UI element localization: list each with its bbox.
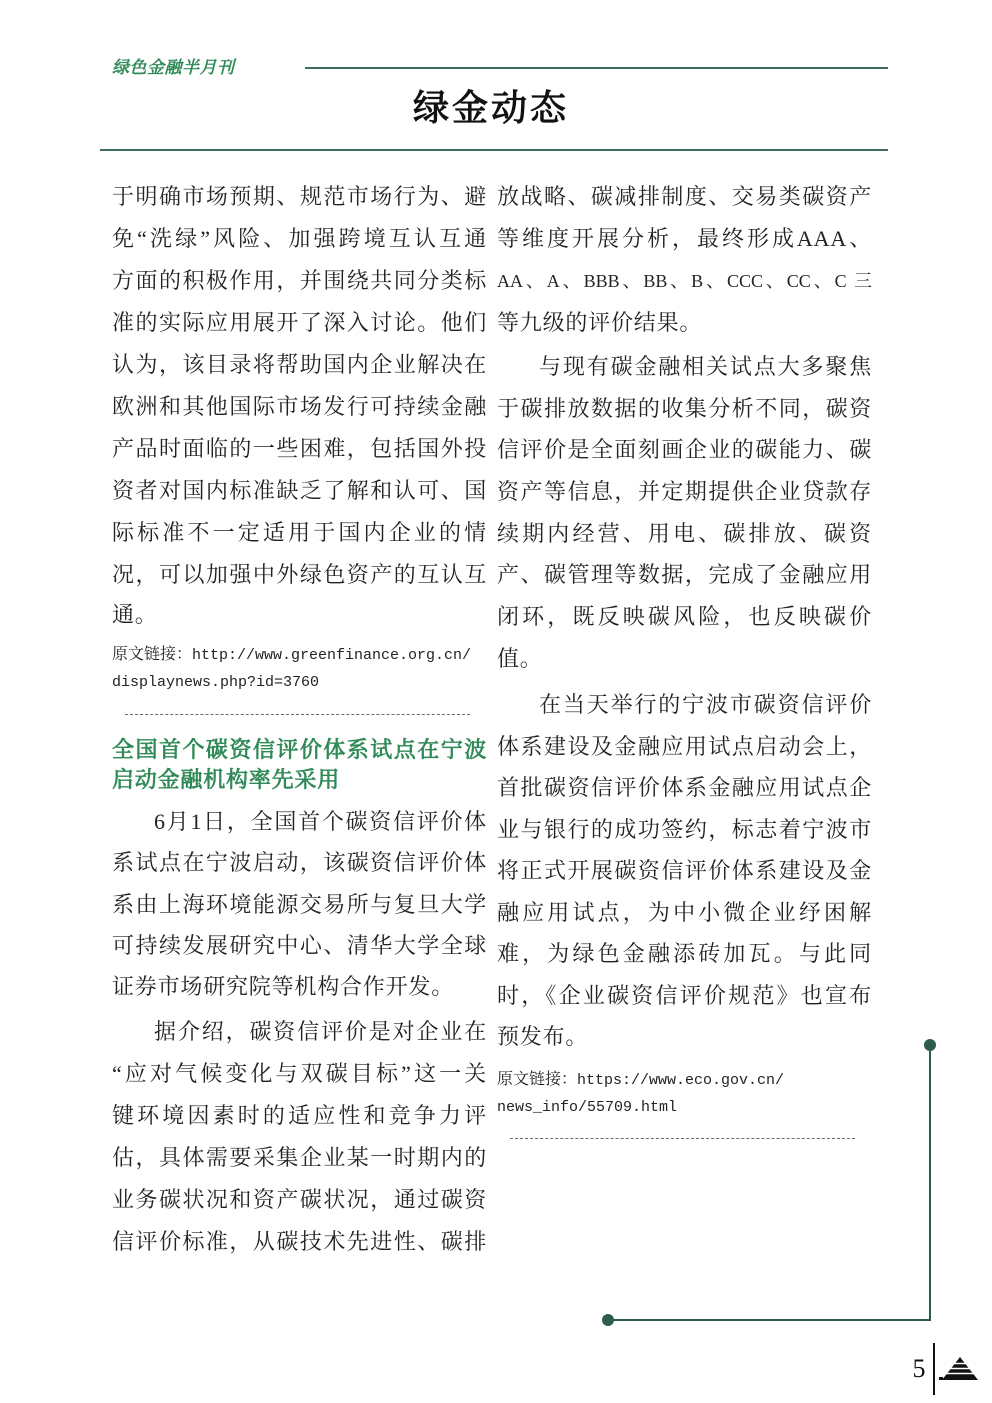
magazine-name: 绿色金融半月刊 (112, 58, 235, 77)
decor-vertical-line (929, 1045, 931, 1321)
source-link-line (112, 641, 487, 668)
text-line: 时，《企业碳资信评价规范》也宣布 (497, 982, 872, 1008)
text-line: 据介绍，碳资信评价是对企业在 (154, 1019, 487, 1044)
source-link-url-continued[interactable]: displaynews.php?id=3760 (112, 674, 320, 691)
text-line: “应对气候变化与双碳目标”这一关 (112, 1061, 487, 1086)
text-line: 信评价是全面刻画企业的碳能力、碳 (497, 437, 872, 463)
text-line: 准的实际应用展开了深入讨论。他们 (112, 310, 487, 335)
text-line: 融应用试点，为中小微企业纾困解 (497, 899, 872, 925)
source-link-url-continued[interactable]: news_info/55709.html (497, 1099, 678, 1116)
header-bottom-rule (100, 149, 888, 151)
article-title-line: 全国首个碳资信评价体系试点在宁波 (112, 737, 487, 762)
intro-paragraph (112, 176, 487, 633)
text-line: 续期内经营、用电、碳排放、碳资 (497, 520, 872, 546)
page-number-divider (933, 1343, 935, 1395)
text-line: 认为，该目录将帮助国内企业解决在 (112, 352, 487, 377)
text-line: 在当天举行的宁波市碳资信评价 (539, 692, 872, 717)
article-title (112, 735, 487, 795)
text-line: 首批碳资信评价体系金融应用试点企 (497, 775, 872, 800)
stairs-triangle-icon (939, 1354, 979, 1382)
text-line: 免“洗绿”风险、加强跨境互认互通 (112, 226, 487, 251)
text-line: 与现有碳金融相关试点大多聚焦 (539, 354, 872, 379)
text-line: 产、碳管理等数据，完成了金融应用 (497, 562, 872, 588)
source-link-1 (112, 641, 487, 695)
source-link-label: 原文链接： (112, 646, 193, 663)
text-line: 等九级的评价结果。 (497, 310, 703, 335)
section-title: 绿金动态 (412, 87, 569, 128)
source-link-2 (497, 1066, 872, 1120)
article-paragraph (497, 346, 872, 680)
text-line: 放战略、碳减排制度、交易类碳资产 (497, 184, 872, 209)
text-line: 况，可以加强中外绿色资产的互认互 (112, 562, 487, 587)
source-link-line (497, 1066, 872, 1093)
article-paragraph (497, 684, 872, 1058)
text-line: 欧洲和其他国际市场发行可持续金融 (112, 394, 487, 419)
source-link-line (497, 1093, 872, 1120)
source-link-line (112, 668, 487, 695)
text-line: 闭环，既反映碳风险，也反映碳价 (497, 604, 872, 630)
text-line: 值。 (497, 645, 543, 671)
text-line: 资者对国内标准缺乏了解和认可、国 (112, 478, 487, 503)
text-line: 系试点在宁波启动，该碳资信评价体 (112, 850, 487, 876)
decor-horizontal-line (608, 1319, 931, 1321)
text-line: 资产等信息，并定期提供企业贷款存 (497, 479, 872, 505)
text-line: 业与银行的成功签约，标志着宁波市 (497, 816, 872, 842)
rating-grades-line: AA、A、BBB、BB、B、CCC、CC、C 三 (497, 271, 872, 291)
text-line: 通。 (112, 602, 158, 627)
section-divider (125, 714, 470, 715)
text-line: 信评价标准，从碳技术先进性、碳排 (112, 1229, 487, 1254)
header-top-rule (305, 67, 888, 69)
text-line: 6月1日，全国首个碳资信评价体 (154, 809, 487, 834)
source-link-url[interactable]: http://www.greenfinance.org.cn/ (192, 647, 472, 664)
page-number: 5 (912, 1354, 926, 1383)
text-line: 键环境因素时的适应性和竞争力评 (112, 1103, 487, 1128)
text-line: 业务碳状况和资产碳状况，通过碳资 (112, 1187, 487, 1212)
text-line: 体系建设及金融应用试点启动会上， (497, 733, 872, 759)
text-line: 于碳排放数据的收集分析不同，碳资 (497, 395, 872, 421)
text-line: 际标准不一定适用于国内企业的情 (112, 520, 487, 545)
source-link-label: 原文链接： (497, 1071, 578, 1088)
source-link-url[interactable]: https://www.eco.gov.cn/ (577, 1072, 785, 1089)
article-paragraph (112, 801, 487, 1007)
text-line: 方面的积极作用，并围绕共同分类标 (112, 268, 487, 293)
text-line: 等维度开展分析，最终形成AAA、 (497, 226, 872, 251)
text-line: 可持续发展研究中心、清华大学全球 (112, 932, 487, 958)
text-line: 预发布。 (497, 1024, 589, 1049)
article-paragraph-continued (497, 176, 872, 344)
text-line: 产品时面临的一些困难，包括国外投 (112, 436, 487, 461)
article-paragraph (112, 1011, 487, 1263)
section-divider (510, 1138, 855, 1139)
text-line: 证券市场研究院等机构合作开发。 (112, 974, 455, 1000)
text-line: 难，为绿色金融添砖加瓦。与此同 (497, 941, 872, 966)
text-line: 系由上海环境能源交易所与复旦大学 (112, 891, 487, 917)
article-title-line: 启动金融机构率先采用 (112, 767, 341, 792)
text-line: 估，具体需要采集企业某一时期内的 (112, 1145, 487, 1170)
decor-dot-bottom (602, 1314, 614, 1326)
text-line: 将正式开展碳资信评价体系建设及金 (497, 858, 872, 883)
text-line: 于明确市场预期、规范市场行为、避 (112, 184, 487, 209)
